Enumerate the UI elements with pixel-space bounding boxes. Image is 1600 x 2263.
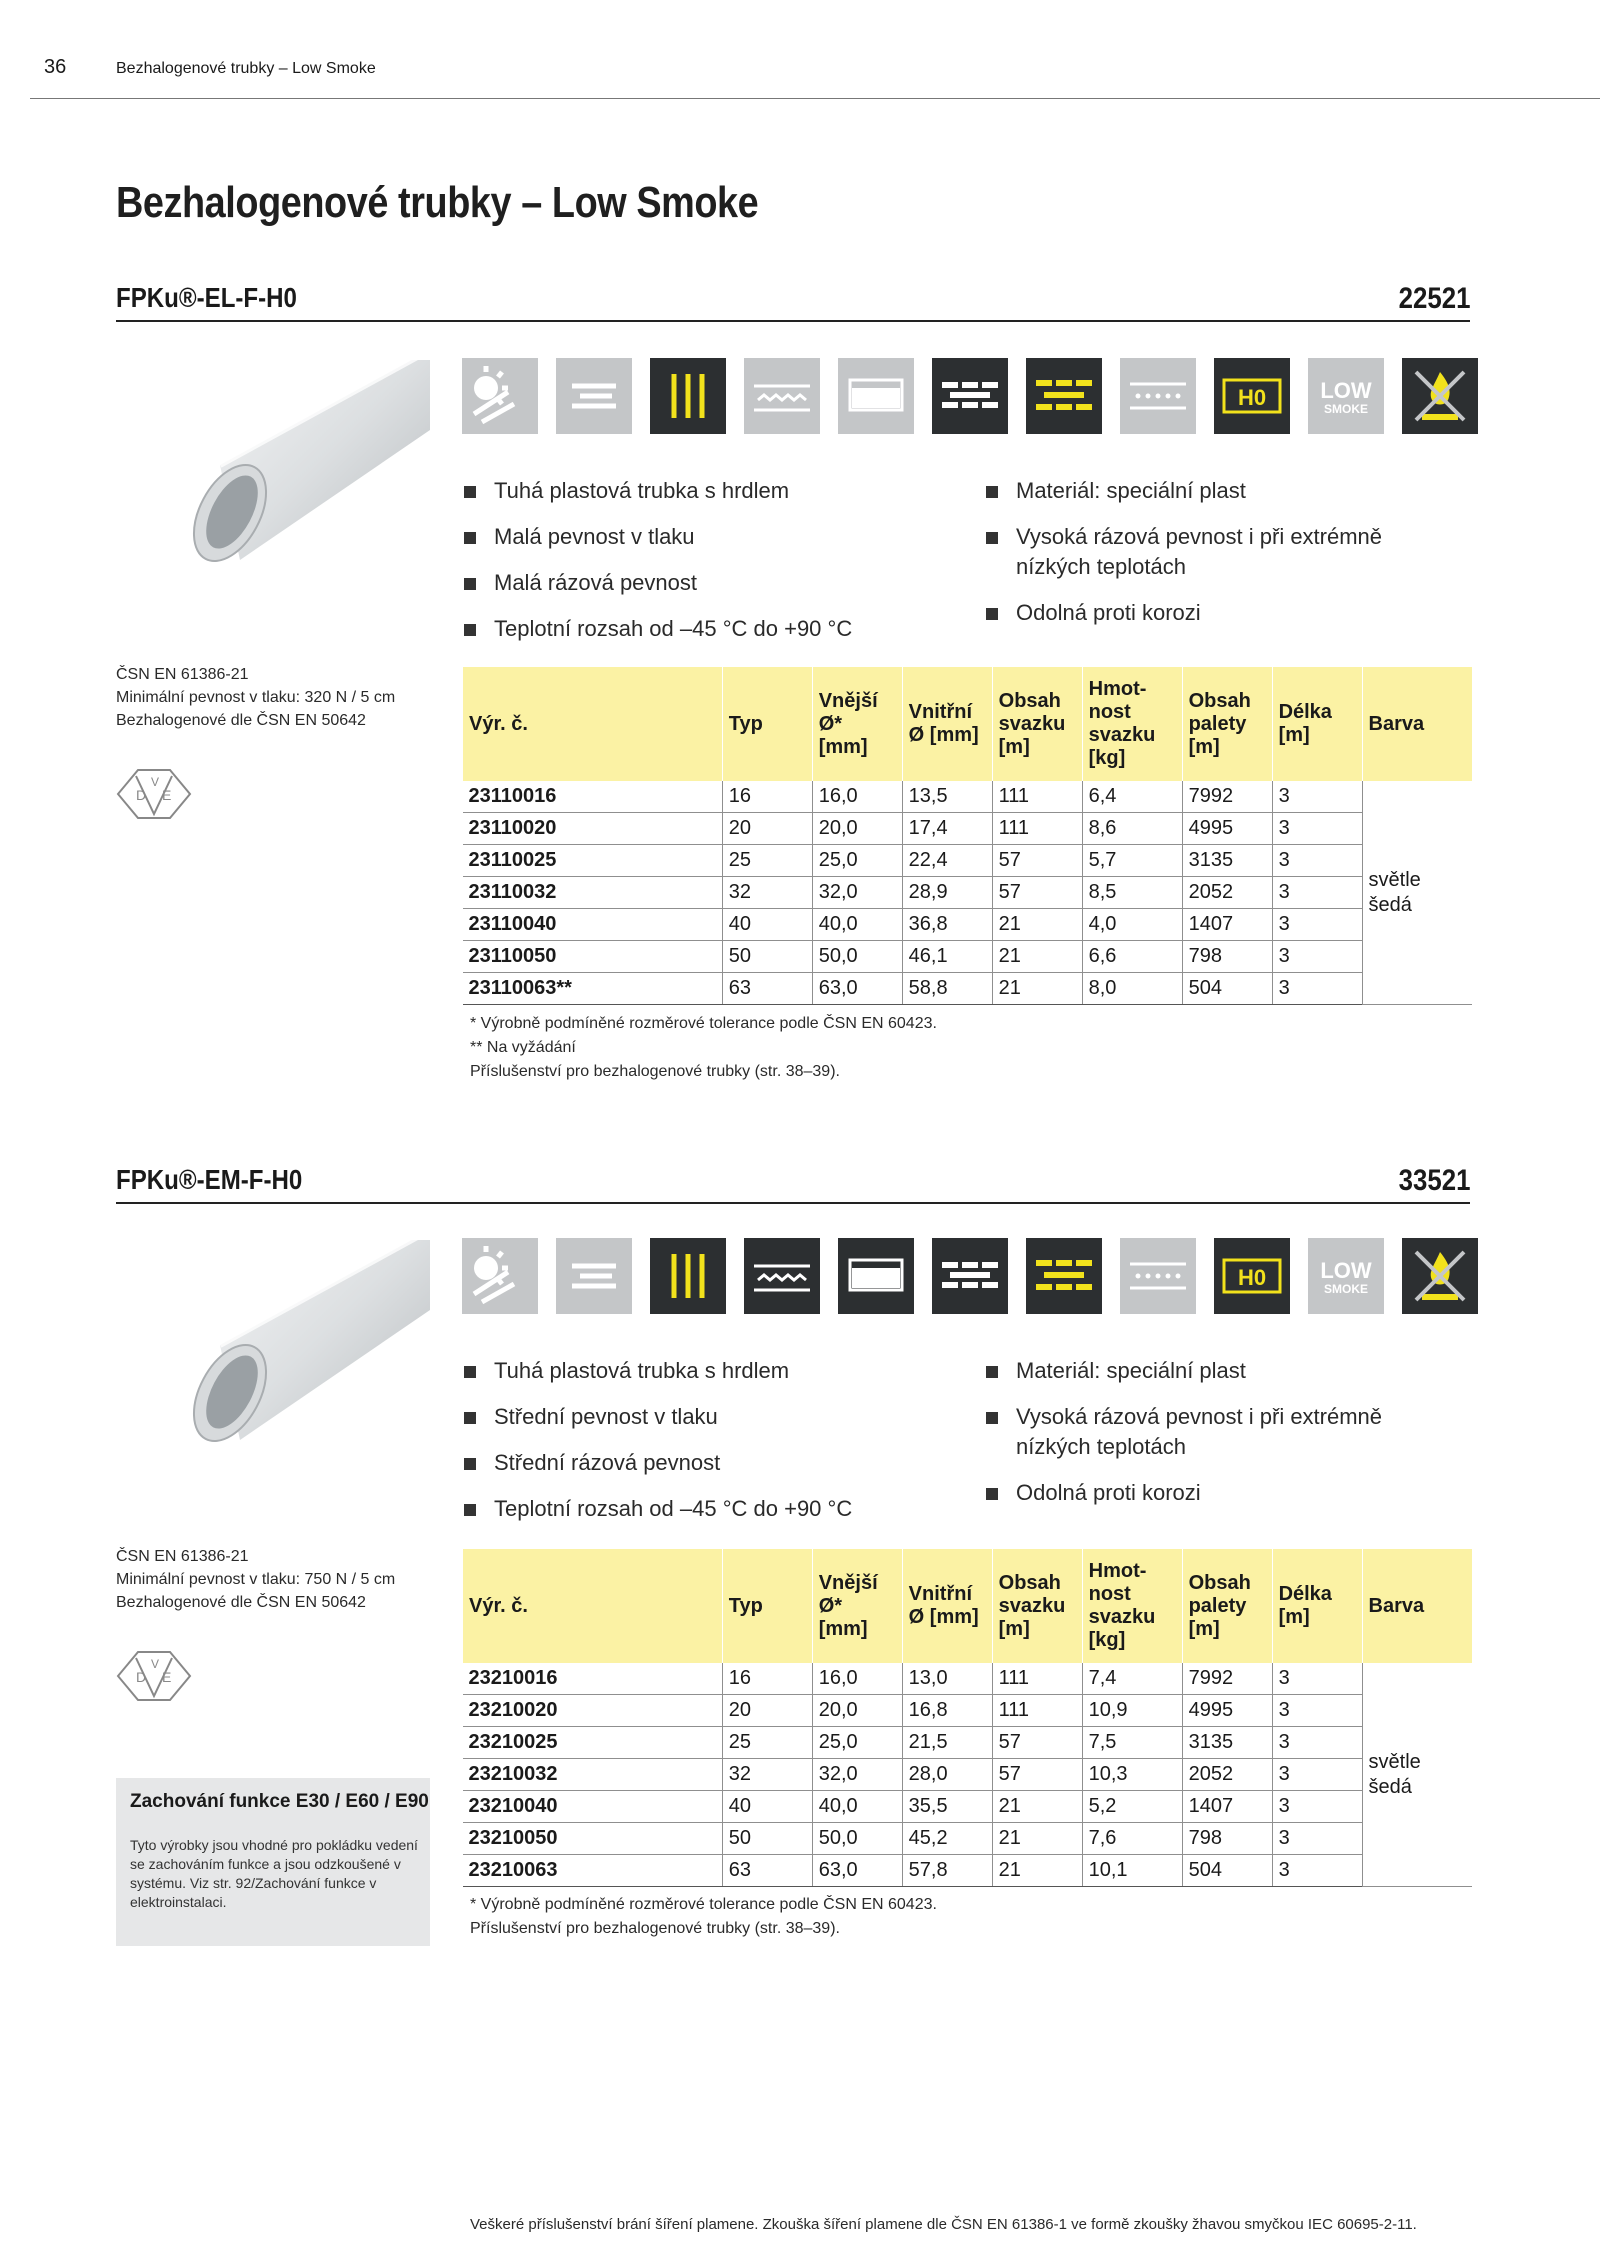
feature-item: Materiál: speciální plast — [984, 476, 1444, 506]
col-header: Vnější Ø* [mm] — [812, 1549, 902, 1663]
svg-text:E: E — [162, 787, 172, 803]
cell: 28,9 — [902, 877, 992, 909]
cell-article: 23210020 — [463, 1695, 723, 1727]
cell: 25 — [722, 845, 812, 877]
low-smoke-icon — [1308, 1238, 1384, 1314]
svg-text:V: V — [151, 1657, 160, 1671]
svg-text:LOW: LOW — [1320, 1258, 1372, 1283]
no-flame-icon — [1402, 358, 1478, 434]
cell: 10,3 — [1082, 1759, 1182, 1791]
cell: 111 — [992, 1663, 1082, 1695]
cell: 32,0 — [812, 877, 902, 909]
cell: 3 — [1272, 813, 1362, 845]
cell-color: světle šedá — [1362, 781, 1472, 1005]
col-header: Výr. č. — [463, 667, 723, 781]
cell: 13,0 — [902, 1663, 992, 1695]
spec-line: Bezhalogenové dle ČSN EN 50642 — [116, 712, 366, 729]
spec-line: ČSN EN 61386-21 — [116, 1548, 249, 1565]
cell-article: 23110063** — [463, 973, 723, 1005]
page-title: Bezhalogenové trubky – Low Smoke — [116, 178, 759, 227]
cell-article: 23210032 — [463, 1759, 723, 1791]
cell: 13,5 — [902, 781, 992, 813]
cell: 111 — [992, 781, 1082, 813]
col-header: Typ — [722, 1549, 812, 1663]
footer-note: Veškeré příslušenství brání šíření plamene. Zkouška šíření plamene dle ČSN EN 61386-1 ve formě zkoušky žhavou smyčkou IEC 60695-2-11. — [470, 2216, 1417, 2233]
feature-item: Teplotní rozsah od –45 °C do +90 °C — [462, 614, 982, 644]
cell: 63 — [722, 973, 812, 1005]
spec-line: Minimální pevnost v tlaku: 320 N / 5 cm — [116, 689, 396, 706]
surface-mount-icon — [556, 1238, 632, 1314]
cell: 6,6 — [1082, 941, 1182, 973]
h0-icon — [1214, 1238, 1290, 1314]
cell: 16 — [722, 1663, 812, 1695]
col-header: Obsah svazku [m] — [992, 1549, 1082, 1663]
cell: 57 — [992, 1759, 1082, 1791]
cell: 16,8 — [902, 1695, 992, 1727]
cell: 50,0 — [812, 1823, 902, 1855]
table-row — [463, 1759, 1473, 1791]
table-row — [463, 1695, 1473, 1727]
cell: 8,0 — [1082, 973, 1182, 1005]
col-header: Obsah palety [m] — [1182, 1549, 1272, 1663]
cell: 21,5 — [902, 1727, 992, 1759]
cell: 21 — [992, 941, 1082, 973]
col-header: Hmot-nost svazku [kg] — [1082, 1549, 1182, 1663]
dotted-layer-icon — [1120, 1238, 1196, 1314]
feature-item: Materiál: speciální plast — [984, 1356, 1444, 1386]
running-title: Bezhalogenové trubky – Low Smoke — [116, 60, 376, 77]
cell: 28,0 — [902, 1759, 992, 1791]
table-row — [463, 1823, 1473, 1855]
cell: 3 — [1272, 1759, 1362, 1791]
feature-list-right — [984, 476, 1444, 644]
table-row — [463, 781, 1473, 813]
cell: 3 — [1272, 1791, 1362, 1823]
cell: 3 — [1272, 1855, 1362, 1887]
table-notes — [470, 1893, 937, 1941]
function-retention-box — [116, 1778, 430, 1946]
cell: 21 — [992, 973, 1082, 1005]
cell: 7992 — [1182, 781, 1272, 813]
product-table — [462, 1549, 1472, 1887]
cell: 20,0 — [812, 1695, 902, 1727]
cell: 3135 — [1182, 1727, 1272, 1759]
product-table — [462, 667, 1472, 1005]
cell: 63,0 — [812, 973, 902, 1005]
cell: 57 — [992, 845, 1082, 877]
table-row — [463, 1855, 1473, 1887]
cell: 20 — [722, 1695, 812, 1727]
feature-icons — [462, 358, 1472, 436]
table-row — [463, 941, 1473, 973]
cell: 798 — [1182, 941, 1272, 973]
cell: 50 — [722, 1823, 812, 1855]
table-row — [463, 909, 1473, 941]
cell: 3 — [1272, 1663, 1362, 1695]
cell: 25 — [722, 1727, 812, 1759]
table-row — [463, 1791, 1473, 1823]
feature-item: Vysoká rázová pevnost i při extrémně nízkých teplotách — [984, 1402, 1444, 1462]
cell-article: 23110050 — [463, 941, 723, 973]
h0-icon — [1214, 358, 1290, 434]
col-header: Barva — [1362, 1549, 1472, 1663]
cell: 111 — [992, 1695, 1082, 1727]
cell: 7,5 — [1082, 1727, 1182, 1759]
cell: 32 — [722, 877, 812, 909]
feature-list-right — [984, 1356, 1444, 1524]
cell-article: 23210016 — [463, 1663, 723, 1695]
cell: 40,0 — [812, 909, 902, 941]
table-row — [463, 877, 1473, 909]
feature-list-left — [462, 476, 982, 660]
svg-text:H0: H0 — [1237, 1265, 1267, 1290]
cell: 504 — [1182, 1855, 1272, 1887]
cell-article: 23110032 — [463, 877, 723, 909]
plaster-icon — [838, 358, 914, 434]
cell: 7,6 — [1082, 1823, 1182, 1855]
cell: 3 — [1272, 845, 1362, 877]
cell: 2052 — [1182, 1759, 1272, 1791]
cell: 5,7 — [1082, 845, 1182, 877]
feature-item: Malá pevnost v tlaku — [462, 522, 982, 552]
cell: 3 — [1272, 941, 1362, 973]
cell: 111 — [992, 813, 1082, 845]
cell: 63 — [722, 1855, 812, 1887]
col-header: Délka [m] — [1272, 667, 1362, 781]
cell-color: světle šedá — [1362, 1663, 1472, 1887]
col-header: Typ — [722, 667, 812, 781]
cell: 22,4 — [902, 845, 992, 877]
dotted-layer-icon — [1120, 358, 1196, 434]
feature-item: Střední rázová pevnost — [462, 1448, 982, 1478]
no-flame-icon — [1402, 1238, 1478, 1314]
cell-article: 23110016 — [463, 781, 723, 813]
brick-wall-icon — [932, 1238, 1008, 1314]
concrete-wave-icon — [744, 1238, 820, 1314]
vertical-bars-icon — [650, 358, 726, 434]
header-rule — [30, 98, 1600, 99]
cell: 1407 — [1182, 909, 1272, 941]
col-header: Výr. č. — [463, 1549, 723, 1663]
cell: 50 — [722, 941, 812, 973]
cell-article: 23110040 — [463, 909, 723, 941]
cell: 10,9 — [1082, 1695, 1182, 1727]
col-header: Délka [m] — [1272, 1549, 1362, 1663]
cell: 2052 — [1182, 877, 1272, 909]
cell: 63,0 — [812, 1855, 902, 1887]
cell: 5,2 — [1082, 1791, 1182, 1823]
feature-item: Střední pevnost v tlaku — [462, 1402, 982, 1432]
cell: 58,8 — [902, 973, 992, 1005]
cell: 21 — [992, 1855, 1082, 1887]
vde-mark-icon — [116, 1650, 192, 1702]
cell-article: 23110020 — [463, 813, 723, 845]
feature-list-left — [462, 1356, 982, 1540]
table-row — [463, 973, 1473, 1005]
cell: 3 — [1272, 973, 1362, 1005]
cell: 3 — [1272, 1695, 1362, 1727]
cell: 50,0 — [812, 941, 902, 973]
cell: 17,4 — [902, 813, 992, 845]
product-name: FPKu®-EM-F-H0 — [116, 1164, 303, 1195]
spec-notes — [116, 1545, 436, 1614]
cell-article: 23210040 — [463, 1791, 723, 1823]
cell: 57 — [992, 877, 1082, 909]
section-header — [116, 276, 1470, 322]
function-box-text: Tyto výrobky jsou vhodné pro pokládku vedení se zachováním funkce a jsou odzkoušené v systému. Viz str. 92/Zachování funkce v elektroinstalaci. — [130, 1837, 418, 1910]
feature-item: Tuhá plastová trubka s hrdlem — [462, 1356, 982, 1386]
cell: 40 — [722, 1791, 812, 1823]
product-code: 33521 — [1398, 1164, 1470, 1197]
table-row — [463, 1663, 1473, 1695]
cell: 3 — [1272, 1823, 1362, 1855]
cell: 3 — [1272, 1727, 1362, 1759]
svg-text:D: D — [136, 787, 147, 803]
pipe-image — [160, 1240, 430, 1460]
feature-item: Teplotní rozsah od –45 °C do +90 °C — [462, 1494, 982, 1524]
svg-text:SMOKE: SMOKE — [1323, 1282, 1369, 1296]
plaster-icon — [838, 1238, 914, 1314]
svg-text:D: D — [136, 1669, 147, 1685]
cell: 16 — [722, 781, 812, 813]
cell: 4,0 — [1082, 909, 1182, 941]
cell: 40,0 — [812, 1791, 902, 1823]
cell: 16,0 — [812, 781, 902, 813]
cell: 4995 — [1182, 1695, 1272, 1727]
cell: 21 — [992, 909, 1082, 941]
cell: 32 — [722, 1759, 812, 1791]
cell: 3 — [1272, 781, 1362, 813]
cell: 20,0 — [812, 813, 902, 845]
cell: 45,2 — [902, 1823, 992, 1855]
table-row — [463, 1727, 1473, 1759]
svg-text:SMOKE: SMOKE — [1323, 402, 1369, 416]
yellow-brick-icon — [1026, 358, 1102, 434]
table-row — [463, 845, 1473, 877]
cell-article: 23110025 — [463, 845, 723, 877]
feature-icons — [462, 1238, 1472, 1316]
cell: 20 — [722, 813, 812, 845]
svg-text:H0: H0 — [1237, 385, 1267, 410]
product-code: 22521 — [1398, 282, 1470, 315]
cell: 7,4 — [1082, 1663, 1182, 1695]
cell-article: 23210063 — [463, 1855, 723, 1887]
note-line: * Výrobně podmíněné rozměrové tolerance podle ČSN EN 60423. — [470, 1896, 937, 1913]
cell: 25,0 — [812, 1727, 902, 1759]
feature-item: Odolná proti korozi — [984, 1478, 1444, 1508]
cell: 798 — [1182, 1823, 1272, 1855]
cell: 504 — [1182, 973, 1272, 1005]
cell: 16,0 — [812, 1663, 902, 1695]
note-line: * Výrobně podmíněné rozměrové tolerance podle ČSN EN 60423. — [470, 1015, 937, 1032]
col-header: Barva — [1362, 667, 1472, 781]
concrete-wave-icon — [744, 358, 820, 434]
cell: 10,1 — [1082, 1855, 1182, 1887]
col-header: Vnitřní Ø [mm] — [902, 1549, 992, 1663]
sun-uv-icon — [462, 358, 538, 434]
cell: 3 — [1272, 909, 1362, 941]
pipe-image — [160, 360, 430, 580]
note-line: Příslušenství pro bezhalogenové trubky (str. 38–39). — [470, 1063, 840, 1080]
svg-text:E: E — [162, 1669, 172, 1685]
cell: 8,5 — [1082, 877, 1182, 909]
note-line: Příslušenství pro bezhalogenové trubky (str. 38–39). — [470, 1920, 840, 1937]
spec-line: Minimální pevnost v tlaku: 750 N / 5 cm — [116, 1571, 396, 1588]
cell: 1407 — [1182, 1791, 1272, 1823]
table-notes — [470, 1012, 937, 1084]
col-header: Obsah svazku [m] — [992, 667, 1082, 781]
spec-line: Bezhalogenové dle ČSN EN 50642 — [116, 1594, 366, 1611]
function-box-title: Zachování funkce E30 / E60 / E90 — [130, 1791, 429, 1812]
feature-item: Vysoká rázová pevnost i při extrémně nízkých teplotách — [984, 522, 1444, 582]
vde-mark-icon — [116, 768, 192, 820]
cell: 40 — [722, 909, 812, 941]
col-header: Obsah palety [m] — [1182, 667, 1272, 781]
cell: 25,0 — [812, 845, 902, 877]
cell: 57 — [992, 1727, 1082, 1759]
spec-line: ČSN EN 61386-21 — [116, 666, 249, 683]
col-header: Hmot-nost svazku [kg] — [1082, 667, 1182, 781]
feature-item: Malá rázová pevnost — [462, 568, 982, 598]
feature-item: Tuhá plastová trubka s hrdlem — [462, 476, 982, 506]
cell-article: 23210050 — [463, 1823, 723, 1855]
col-header: Vnitřní Ø [mm] — [902, 667, 992, 781]
cell: 46,1 — [902, 941, 992, 973]
cell: 32,0 — [812, 1759, 902, 1791]
brick-wall-icon — [932, 358, 1008, 434]
low-smoke-icon — [1308, 358, 1384, 434]
surface-mount-icon — [556, 358, 632, 434]
cell-article: 23210025 — [463, 1727, 723, 1759]
cell: 35,5 — [902, 1791, 992, 1823]
feature-item: Odolná proti korozi — [984, 598, 1444, 628]
cell: 3 — [1272, 877, 1362, 909]
cell: 21 — [992, 1823, 1082, 1855]
yellow-brick-icon — [1026, 1238, 1102, 1314]
svg-text:V: V — [151, 775, 160, 789]
cell: 6,4 — [1082, 781, 1182, 813]
spec-notes — [116, 663, 436, 732]
table-row — [463, 813, 1473, 845]
cell: 4995 — [1182, 813, 1272, 845]
page-number: 36 — [44, 56, 67, 78]
product-name: FPKu®-EL-F-H0 — [116, 282, 297, 313]
section-header — [116, 1158, 1470, 1204]
cell: 7992 — [1182, 1663, 1272, 1695]
col-header: Vnější Ø* [mm] — [812, 667, 902, 781]
vertical-bars-icon — [650, 1238, 726, 1314]
cell: 57,8 — [902, 1855, 992, 1887]
cell: 8,6 — [1082, 813, 1182, 845]
sun-uv-icon — [462, 1238, 538, 1314]
note-line: ** Na vyžádání — [470, 1039, 576, 1056]
cell: 21 — [992, 1791, 1082, 1823]
svg-text:LOW: LOW — [1320, 378, 1372, 403]
cell: 3135 — [1182, 845, 1272, 877]
cell: 36,8 — [902, 909, 992, 941]
